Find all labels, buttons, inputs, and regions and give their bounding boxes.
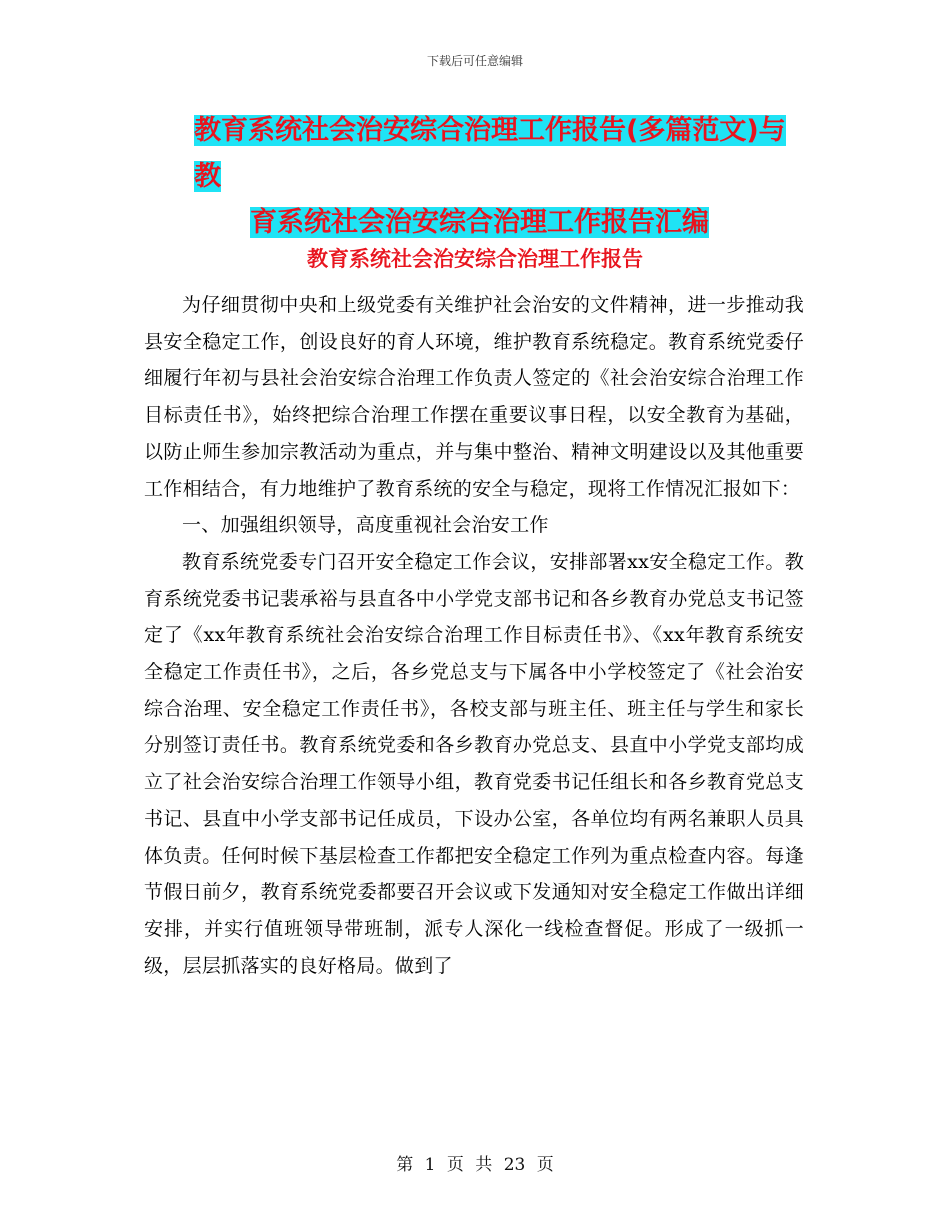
page-header-note: 下载后可任意编辑 [426, 54, 523, 68]
page-number: 第 1 页 共 23 页 [396, 1155, 554, 1175]
paragraph-organization: 教育系统党委专门召开安全稳定工作会议，安排部署xx安全稳定工作。教育系统党委书记裴承裕与县直各中小学党支部书记和各乡教育办党总支书记签定了《xx年教育系统社会治安综合治理工作目标责任书》、《xx年教育系统安全稳定工作责任书》，之后，各乡党总支与下属各中小学校签定了《社会治安综合治理、安全稳定工作责任书》，各校支部与班主任、班主任与学生和家长分别签订责任书。教育系统党委和各乡教育办党总支、县直中小学党支部均成立了社会治安综合治理工作领导小组，教育党委书记任组长和各乡教育党总支书记、县直中小学支部书记任成员，下设办公室，各单位均有两名兼职人员具体负责。任何时候下基层检查工作都把安全稳定工作列为重点检查内容。每逢节假日前夕，教育系统党委都要召开会议或下发通知对安全稳定工作做出详细安排，并实行值班领导带班制，派专人深化一线检查督促。形成了一级抓一级，层层抓落实的良好格局。做到了 [144, 550, 804, 977]
title-highlight: 教育系统社会治安综合治理工作报告(多篇范文)与教 [194, 115, 786, 192]
document-title-line-1 [140, 108, 810, 200]
body-text [144, 287, 804, 984]
document-title-line-2 [140, 200, 810, 246]
paragraph-heading-1: 一、加强组织领导，高度重视社会治安工作 [182, 514, 549, 537]
paragraph-intro: 为仔细贯彻中央和上级党委有关维护社会治安的文件精神，进一步推动我县安全稳定工作，创设良好的育人环境，维护教育系统稳定。教育系统党委仔细履行年初与县社会治安综合治理工作负责人签定的《社会治安综合治理工作目标责任书》，始终把综合治理工作摆在重要议事日程，以安全教育为基础，以防止师生参加宗教活动为重点，并与集中整治、精神文明建设以及其他重要工作相结合，有力地维护了教育系统的安全与稳定，现将工作情况汇报如下： [144, 294, 804, 500]
document-title [140, 108, 810, 246]
section-title: 教育系统社会治安综合治理工作报告 [307, 247, 643, 271]
title-highlight: 育系统社会治安综合治理工作报告汇编 [250, 207, 709, 238]
